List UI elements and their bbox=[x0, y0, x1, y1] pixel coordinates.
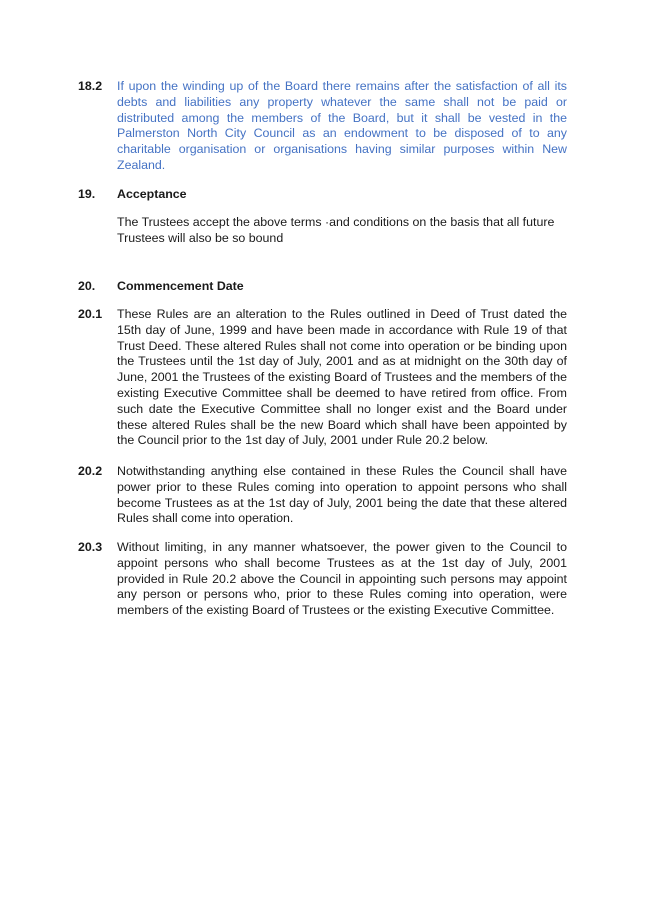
section-title: Acceptance bbox=[117, 187, 187, 201]
clause-number: 20.3 bbox=[78, 540, 103, 554]
clause-text: If upon the winding up of the Board there remains after the satisfaction of all its debts and liabilities any property whatever the same shall not be paid or distributed among the members of the Board, but it shall be vested in the Palmerston North City Council as an endowment to be disposed of to any charitable organisation or organisations having similar purposes within New Zealand. bbox=[117, 79, 567, 172]
clause-text: These Rules are an alteration to the Rules outlined in Deed of Trust dated the 15th day of June, 1999 and have been made in accordance with Rule 19 of that Trust Deed. These altered Rules shall not come into operation or be binding upon the Trustees until the 1st day of July, 2001 and as at midnight on the 30th day of June, 2001 the Trustees of the existing Board of Trustees and the members of the existing Executive Committee shall be deemed to have retired from office. From such date the Executive Committee shall no longer exist and the Board under these altered Rules shall be the new Board which shall have been appointed by the Council prior to the 1st day of July, 2001 under Rule 20.2 below. bbox=[117, 307, 567, 448]
clause-text: Without limiting, in any manner whatsoever, the power given to the Council to appoint persons who shall become Trustees as at the 1st day of July, 2001 provided in Rule 20.2 above the Council in appointing such persons may appoint any person or persons who, prior to these Rules coming into operation, were members of the existing Board of Trustees or the existing Executive Committee. bbox=[117, 540, 567, 618]
clause-number: 18.2 bbox=[78, 79, 103, 93]
section-19-body bbox=[78, 215, 568, 247]
section-number: 19. bbox=[78, 187, 96, 201]
clause-number: 20.2 bbox=[78, 464, 103, 478]
section-19-heading bbox=[78, 187, 568, 203]
clause-20-2 bbox=[78, 464, 568, 527]
section-number: 20. bbox=[78, 279, 96, 293]
clause-20-3 bbox=[78, 540, 568, 619]
clause-number: 20.1 bbox=[78, 307, 103, 321]
section-20-heading bbox=[78, 279, 568, 295]
clause-20-1 bbox=[78, 307, 568, 449]
section-title: Commencement Date bbox=[117, 279, 244, 293]
clause-text: Notwithstanding anything else contained in these Rules the Council shall have power prior to these Rules coming into operation to appoint persons who shall become Trustees as at the 1st day of July, 2001 being the date that these altered Rules shall come into operation. bbox=[117, 464, 567, 526]
clause-text: The Trustees accept the above terms ·and conditions on the basis that all future Trustees will also be so bound bbox=[117, 215, 555, 245]
clause-18-2 bbox=[78, 79, 568, 174]
